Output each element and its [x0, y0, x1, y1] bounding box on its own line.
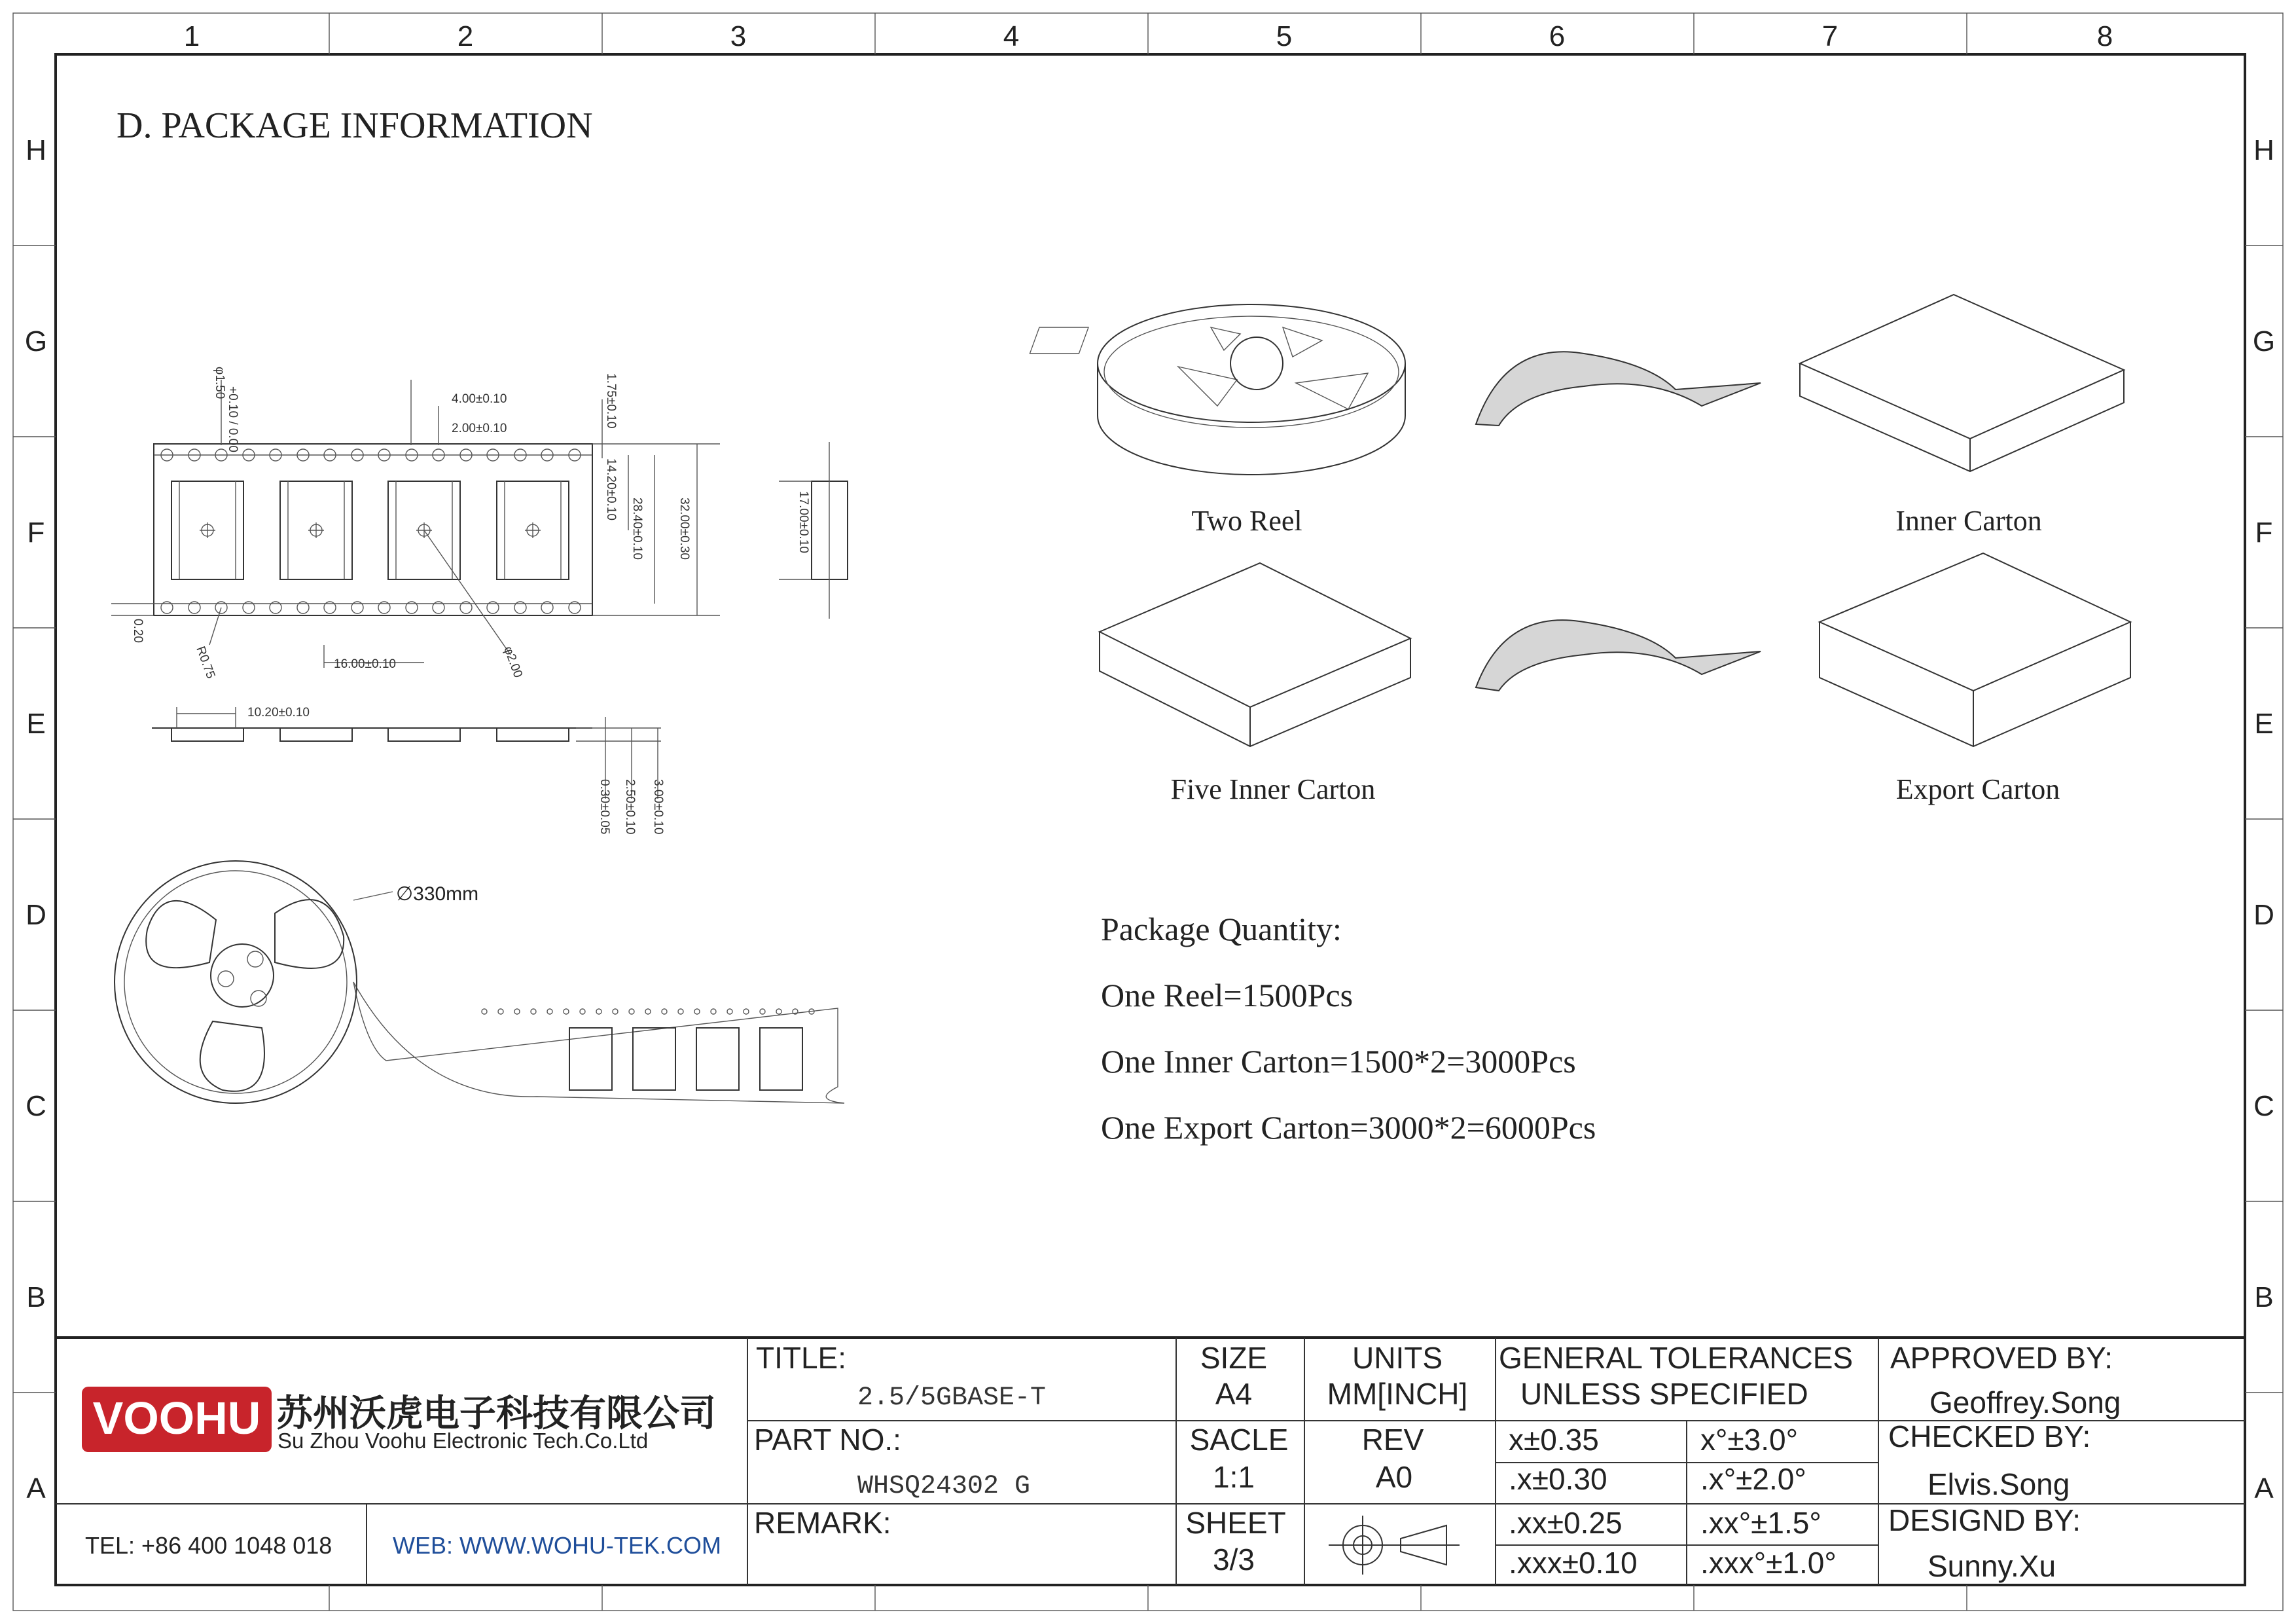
dim-p0: 4.00±0.10 [452, 392, 507, 406]
dim-k1: 3.00±0.10 [651, 779, 665, 835]
dim-p1: 16.00±0.10 [334, 657, 396, 671]
dim-t: 0.30±0.05 [598, 779, 611, 835]
zone-row-a: A [26, 1472, 46, 1504]
rev-label: REV [1361, 1423, 1424, 1457]
zone-row-c: C [26, 1090, 46, 1122]
dim-pitch: 10.20±0.10 [247, 706, 310, 720]
zone-row-f: F [2255, 517, 2273, 549]
dim-s: 28.40±0.10 [630, 498, 644, 560]
tol-linear-2: .xx±0.25 [1509, 1506, 1623, 1540]
zone-row-g: G [2252, 325, 2276, 357]
zone-col-6: 6 [1549, 20, 1566, 52]
tol-angular-3: .xxx°±1.0° [1700, 1546, 1837, 1580]
checked-by-value: Elvis.Song [1928, 1467, 2070, 1501]
quantity-line-export: One Export Carton=3000*2=6000Pcs [1101, 1109, 1596, 1146]
part-no-value: WHSQ24302 G [857, 1472, 1031, 1501]
zone-col-1: 1 [183, 20, 200, 52]
dim-k0: 2.50±0.10 [623, 779, 637, 835]
carrier-tape-cross-section [152, 706, 665, 834]
company-tel: TEL: +86 400 1048 018 [85, 1532, 332, 1559]
remark-label: REMARK: [754, 1506, 891, 1540]
zone-row-b: B [26, 1281, 46, 1313]
tol-angular-1: .x°±2.0° [1700, 1462, 1806, 1496]
size-label: SIZE [1200, 1341, 1268, 1375]
title-label: TITLE: [756, 1341, 847, 1375]
company-name-cn: 苏州沃虎电子科技有限公司 [276, 1393, 716, 1435]
scale-value: 1:1 [1213, 1460, 1255, 1494]
dim-side: 17.00±0.10 [797, 491, 810, 553]
zone-row-d: D [26, 899, 46, 931]
dim-p2: 2.00±0.10 [452, 422, 507, 435]
company-name-en: Su Zhou Voohu Electronic Tech.Co.Ltd [278, 1429, 649, 1453]
size-value: A4 [1215, 1377, 1253, 1411]
approved-by-label: APPROVED BY: [1890, 1341, 2113, 1375]
quantity-line-reel: One Reel=1500Pcs [1101, 977, 1354, 1013]
carrier-tape-top-view [111, 367, 720, 680]
zone-col-2: 2 [457, 20, 474, 52]
zone-row-a: A [2254, 1472, 2274, 1504]
title-value: 2.5/5GBASE-T [857, 1383, 1047, 1413]
company-logo[interactable] [82, 1387, 272, 1452]
scale-label: SACLE [1189, 1423, 1289, 1457]
zone-col-5: 5 [1276, 20, 1293, 52]
designed-by-label: DESIGND BY: [1888, 1503, 2081, 1537]
part-no-label: PART NO.: [754, 1423, 901, 1457]
zone-row-f: F [27, 517, 45, 549]
projection-symbol-icon [1329, 1516, 1460, 1575]
reel-diameter-label: ∅330mm [396, 883, 479, 905]
flow-arrow-1 [1476, 352, 1761, 426]
dim-d0-tol: +0.10 / 0.00 [226, 386, 240, 452]
dim-edge: 0.20 [131, 619, 145, 643]
label-export-carton: Export Carton [1895, 773, 2060, 805]
rev-value: A0 [1375, 1460, 1413, 1494]
zone-row-c: C [2253, 1090, 2274, 1122]
zone-row-g: G [24, 325, 48, 357]
zone-col-7: 7 [1821, 20, 1839, 52]
units-value: MM[INCH] [1327, 1377, 1468, 1411]
logo-text: VOOHU [92, 1393, 261, 1444]
two-reel-illustration [1030, 304, 1405, 475]
page-title: D. PACKAGE INFORMATION [117, 105, 593, 146]
zone-row-h: H [2253, 134, 2274, 166]
zone-col-3: 3 [730, 20, 747, 52]
checked-by-label: CHECKED BY: [1888, 1419, 2091, 1453]
quantity-line-inner: One Inner Carton=1500*2=3000Pcs [1101, 1043, 1576, 1080]
dim-w: 32.00±0.30 [677, 498, 691, 560]
zone-row-e: E [26, 708, 46, 740]
dim-f: 14.20±0.10 [604, 458, 618, 520]
dim-r: R0.75 [193, 644, 218, 681]
inner-carton-illustration [1800, 295, 2124, 471]
zone-row-d: D [2253, 899, 2274, 931]
tolerances-title-1: GENERAL TOLERANCES [1499, 1341, 1854, 1375]
dim-d0: φ1.50 [213, 367, 226, 399]
approved-by-value: Geoffrey.Song [1929, 1385, 2121, 1419]
reel-drawing [115, 861, 844, 1103]
dim-e: 1.75±0.10 [604, 373, 618, 429]
quantity-heading: Package Quantity: [1101, 911, 1342, 947]
sheet-value: 3/3 [1213, 1542, 1255, 1577]
tol-angular-0: x°±3.0° [1700, 1423, 1798, 1457]
zone-row-h: H [26, 134, 46, 166]
zone-row-b: B [2254, 1281, 2274, 1313]
designed-by-value: Sunny.Xu [1928, 1549, 2056, 1583]
export-carton-illustration [1820, 553, 2130, 746]
dim-d1: φ2.00 [501, 644, 525, 680]
zone-col-8: 8 [2096, 20, 2113, 52]
company-web-link[interactable]: WEB: WWW.WOHU-TEK.COM [393, 1532, 721, 1559]
label-two-reel: Two Reel [1191, 505, 1302, 537]
carrier-tape-side-view [779, 442, 848, 619]
label-inner-carton: Inner Carton [1895, 505, 2042, 537]
zone-col-4: 4 [1003, 20, 1020, 52]
sheet-label: SHEET [1185, 1506, 1286, 1540]
tolerances-title-2: UNLESS SPECIFIED [1520, 1377, 1808, 1411]
flow-arrow-2 [1476, 620, 1761, 691]
five-inner-carton-illustration [1100, 563, 1410, 746]
tol-angular-2: .xx°±1.5° [1700, 1506, 1821, 1540]
zone-row-ticks [13, 246, 2283, 1393]
zone-row-e: E [2254, 708, 2274, 740]
tol-linear-1: .x±0.30 [1509, 1462, 1607, 1496]
tol-linear-0: x±0.35 [1509, 1423, 1599, 1457]
units-label: UNITS [1352, 1341, 1443, 1375]
label-five-inner-carton: Five Inner Carton [1170, 773, 1376, 805]
tol-linear-3: .xxx±0.10 [1509, 1546, 1638, 1580]
